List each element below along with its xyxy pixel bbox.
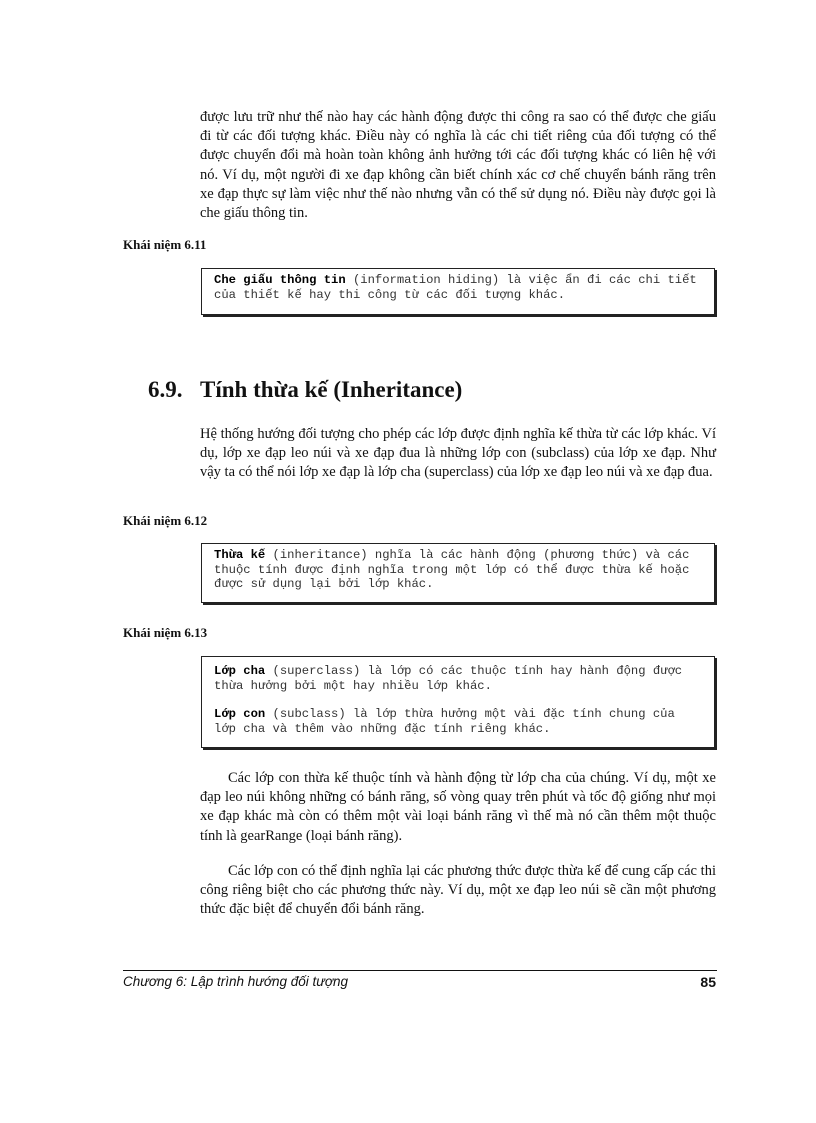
concept-term-6-11: Che giấu thông tin — [214, 273, 346, 287]
concept-term-superclass: Lớp cha — [214, 664, 266, 678]
concept-box-6-12 — [201, 543, 715, 603]
concept-term-6-12: Thừa kế — [214, 548, 266, 562]
intro-paragraph: được lưu trữ như thế nào hay các hành động được thi công ra sao có thể được che giấu đi từ các đối tượng khác. Điều này có nghĩa là các chi tiết riêng của đối tượng có thể được chuyển đổi mà hoàn toàn không ảnh hưởng tới các đối tượng khác có liên hệ với nó. Ví dụ, một người đi xe đạp không cần biết chính xác cơ chế chuyển bánh răng trên xe đạp thực sự làm việc như thế nào nhưng vẫn có thể sử dụng nó. Điều này được gọi là che giấu thông tin. — [200, 109, 716, 222]
section-number: 6.9. — [148, 377, 183, 402]
subclass-paragraph-2: Các lớp con có thể định nghĩa lại các phương thức được thừa kế để cung cấp các thi công riêng biệt cho các phương thức này. Ví dụ, một xe đạp leo núi sẽ cần một phương thức đặc biệt để chuyển đổi bánh răng. — [200, 863, 716, 918]
concept-box-6-11 — [201, 268, 715, 315]
concept-label-6-13: Khái niệm 6.13 — [123, 625, 208, 640]
concept-text-6-13-subclass — [214, 707, 702, 736]
concept-label-6-11: Khái niệm 6.11 — [123, 237, 207, 252]
footer-chapter-title: Chương 6: Lập trình hướng đối tượng — [123, 974, 349, 989]
concept-definition-superclass: (superclass) là lớp có các thuộc tính hay hành động được thừa hưởng bởi một hay nhiều lớp khác. — [214, 664, 683, 693]
subclass-paragraph-1: Các lớp con thừa kế thuộc tính và hành động từ lớp cha của chúng. Ví dụ, một xe đạp leo núi không những có bánh răng, số vòng quay trên phút và tốc độ giống như mọi xe đạp khác mà còn có thêm một vài loại bánh răng vì thế mà nó cần thêm một thuộc tính là gearRange (loại bánh răng). — [200, 770, 716, 844]
footer-divider — [123, 970, 717, 971]
section-heading — [148, 377, 462, 403]
footer-page-number: 85 — [700, 974, 716, 990]
concept-term-subclass: Lớp con — [214, 707, 266, 721]
concept-definition-6-12: (inheritance) nghĩa là các hành động (phương thức) và các thuộc tính được định nghĩa trong một lớp có thể được thừa kế hoặc được sử dụng lại bởi lớp khác. — [214, 548, 690, 591]
section-title: Tính thừa kế (Inheritance) — [200, 377, 463, 402]
concept-text-6-12 — [214, 548, 702, 592]
section-paragraph: Hệ thống hướng đối tượng cho phép các lớp được định nghĩa kế thừa từ các lớp khác. Ví dụ, lớp xe đạp leo núi và xe đạp đua là những lớp con (subclass) của lớp xe đạp. Như vậy ta có thể nói lớp xe đạp là lớp cha (superclass) của lớp xe đạp leo núi và xe đạp đua. — [200, 426, 716, 481]
concept-definition-6-11: (information hiding) là việc ẩn đi các chi tiết của thiết kế hay thi công từ các đối tượng khác. — [214, 273, 697, 302]
concept-label-6-12: Khái niệm 6.12 — [123, 513, 208, 528]
concept-box-6-13 — [201, 656, 715, 748]
concept-text-6-11 — [214, 273, 702, 302]
concept-text-6-13-superclass — [214, 664, 702, 693]
concept-definition-subclass: (subclass) là lớp thừa hưởng một vài đặc tính chung của lớp cha và thêm vào những đặc tính riêng khác. — [214, 707, 675, 736]
